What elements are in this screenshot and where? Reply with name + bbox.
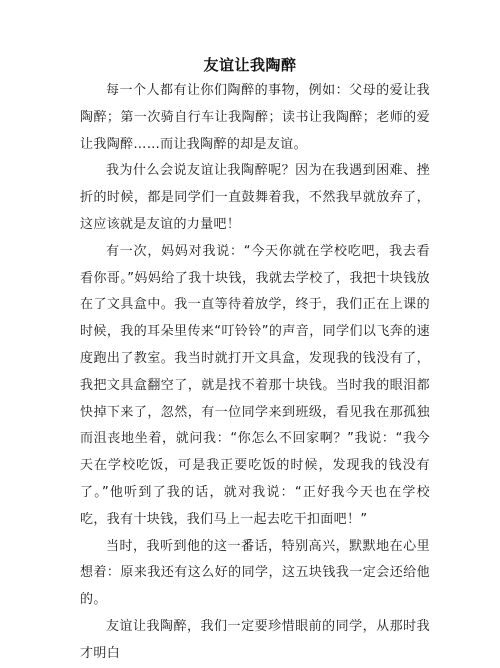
paragraph-3: 有一次，妈妈对我说：“今天你就在学校吃吧，我去看看你哥。”妈妈给了我十块钱，我就去学校了，我把十块钱放在了文具盒中。我一直等待着放学，终于，我们正在上课的时候，我的耳朵里传来“叮铃铃”的声音，同学们以飞奔的速度跑出了教室。我当时就打开文具盒，发现我的钱没有了，我把文具盒翻空了，就是找不着那十块钱。当时我的眼泪都快掉下来了，忽然，有一位同学来到班级，看见我在那孤独而沮丧地坐着，就问我：“你怎么不回家啊？”我说：“我今天在学校吃饭，可是我正要吃饭的时候，发现我的钱没有了。”他听到了我的话，就对我说：“正好我今天也在学校吃，我有十块钱，我们马上一起去吃干扣面吧！” [80, 243, 430, 527]
paragraph-1: 每一个人都有让你们陶醉的事物，例如：父母的爱让我陶醉；第一次骑自行车让我陶醉；读书让我陶醉；老师的爱让我陶醉……而让我陶醉的却是友谊。 [80, 83, 430, 152]
document-title: 友谊让我陶醉 [203, 56, 297, 74]
paragraph-4: 当时，我听到他的这一番话，特别高兴，默默地在心里想着：原来我还有这么好的同学，这五块钱我一定会还给他的。 [80, 538, 430, 608]
paragraph-2: 我为什么会说友谊让我陶醉呢？因为在我遇到困难、挫折的时候，都是同学们一直鼓舞着我，不然我早就放弃了，这应该就是友谊的力量吧！ [80, 163, 430, 232]
document-body [80, 78, 430, 668]
paragraph-5: 友谊让我陶醉，我们一定要珍惜眼前的同学，从那时我才明白 [80, 618, 430, 661]
